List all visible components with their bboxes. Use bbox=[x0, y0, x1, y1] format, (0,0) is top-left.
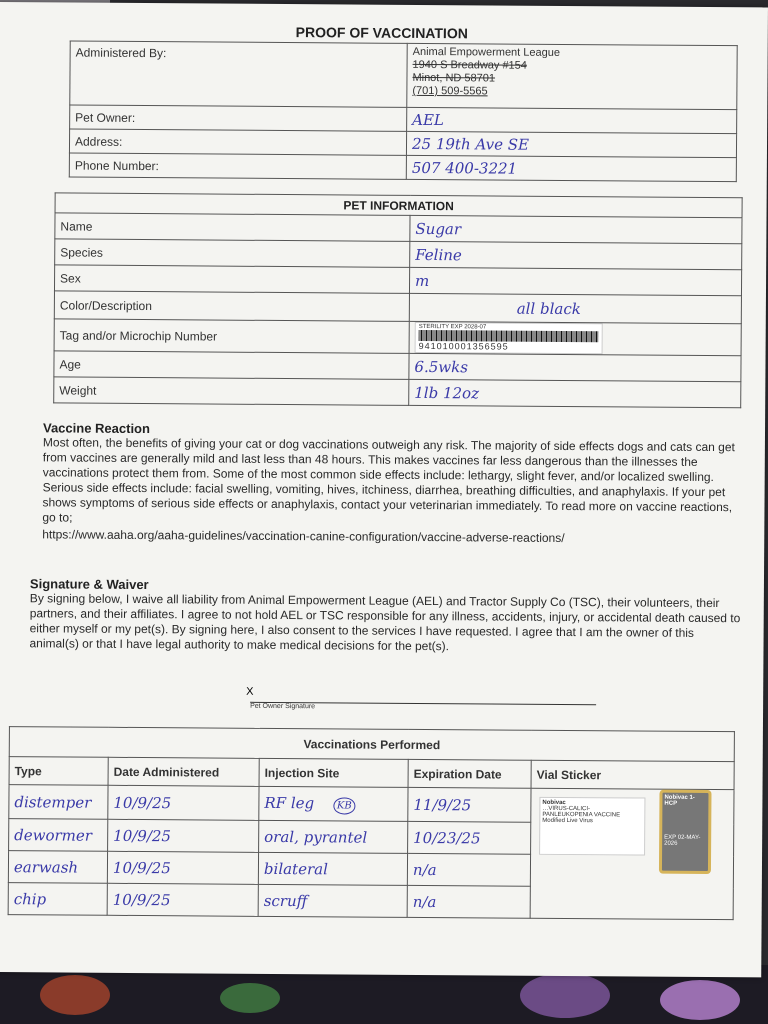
col-type: Type bbox=[9, 757, 108, 786]
sex-value: m bbox=[409, 267, 741, 295]
col-site: Injection Site bbox=[259, 758, 408, 787]
name-label: Name bbox=[55, 213, 410, 241]
address-label: Address: bbox=[69, 129, 406, 155]
col-vial-sticker: Vial Sticker bbox=[531, 760, 734, 789]
vaccine-reaction-link[interactable]: https://www.aaha.org/aaha-guidelines/vaccination-canine-configuration/vaccine-adverse-reactions/ bbox=[42, 527, 565, 545]
signature-x: X bbox=[246, 685, 254, 698]
row1-type: distemper bbox=[9, 785, 108, 820]
phone-number-value: 507 400-3221 bbox=[406, 155, 736, 181]
name-value: Sugar bbox=[410, 215, 742, 243]
col-expiration: Expiration Date bbox=[408, 759, 531, 788]
microchip-sticker-sterility: STERILITY EXP 2028-07 bbox=[418, 323, 487, 331]
vial-sticker-brand: Nobivac bbox=[542, 799, 566, 806]
row1-date: 10/9/25 bbox=[108, 785, 259, 820]
pet-owner-value: AEL bbox=[407, 107, 737, 133]
form-title: PROOF OF VACCINATION bbox=[295, 24, 468, 42]
row4-date: 10/9/25 bbox=[107, 883, 258, 916]
vial-label-brand: Nobivac 1-HCP bbox=[664, 794, 695, 807]
administrator-city: Minot, ND 58701 bbox=[412, 71, 496, 85]
species-label: Species bbox=[55, 239, 410, 267]
microchip-label: Tag and/or Microchip Number bbox=[54, 319, 409, 353]
vial-sticker-cell bbox=[530, 788, 734, 919]
weight-value: 1lb 12oz bbox=[409, 379, 741, 407]
row4-site: scruff bbox=[258, 884, 407, 917]
vial-sticker-nobivac bbox=[539, 797, 645, 856]
color-value: all black bbox=[409, 293, 741, 323]
table-row bbox=[9, 785, 734, 824]
signature-waiver-section bbox=[29, 576, 744, 656]
vaccine-reaction-section bbox=[42, 420, 743, 547]
weight-label: Weight bbox=[54, 377, 409, 405]
row2-site: oral, pyrantel bbox=[259, 820, 408, 853]
pet-owner-label: Pet Owner: bbox=[70, 105, 407, 131]
administrator-org: Animal Empowerment League bbox=[412, 45, 561, 59]
vaccinations-table bbox=[8, 726, 735, 920]
vaccinations-heading: Vaccinations Performed bbox=[9, 727, 734, 762]
row3-expiration: n/a bbox=[407, 853, 530, 886]
signature-label: Pet Owner Signature bbox=[250, 702, 596, 712]
pet-information-heading: PET INFORMATION bbox=[55, 193, 742, 218]
administered-by-label: Administered By: bbox=[70, 41, 407, 107]
signature-line[interactable] bbox=[246, 682, 596, 712]
waiver-body: By signing below, I waive all liability from Animal Empowerment League (AEL) and Tractor Supply Co (TSC), their volunteers, their partners, and their affiliates. I agree to not hold AEL or TSC responsible for any illness, accidents, injury, or accidental death caused to either myself or my pet(s). By signing here, I also consent to the services I have requested. I agree that I am the owner of this animal(s) or that I have legal authority to make medical decisions for the pet(s). bbox=[29, 591, 741, 654]
microchip-number: 941010001356595 bbox=[418, 340, 509, 352]
administrator-block bbox=[407, 43, 737, 109]
col-date: Date Administered bbox=[108, 757, 259, 786]
vial-sticker-line3: Modified Live Virus bbox=[542, 817, 593, 825]
vial-sticker-line2: PANLEUKOPENIA VACCINE bbox=[542, 811, 621, 819]
color-label: Color/Description bbox=[54, 291, 409, 321]
vial-label-1hcp bbox=[659, 790, 712, 874]
microchip-cell bbox=[409, 321, 741, 355]
row3-type: earwash bbox=[8, 851, 107, 884]
row2-date: 10/9/25 bbox=[108, 819, 259, 852]
row4-expiration: n/a bbox=[407, 885, 530, 918]
age-label: Age bbox=[54, 351, 409, 379]
pet-information-table bbox=[53, 192, 742, 408]
vial-sticker-line1: …VIRUS-CALICI- bbox=[542, 805, 591, 813]
initials-stamp: KB bbox=[333, 797, 356, 814]
administrator-phone: (701) 509-5565 bbox=[412, 84, 488, 98]
row1-site-text: RF leg bbox=[264, 793, 315, 812]
vial-label-exp: EXP 02-MAY-2026 bbox=[664, 834, 701, 847]
row2-expiration: 10/23/25 bbox=[408, 821, 531, 854]
row2-type: dewormer bbox=[9, 819, 108, 852]
vaccine-reaction-heading: Vaccine Reaction bbox=[42, 420, 151, 437]
address-value: 25 19th Ave SE bbox=[406, 131, 736, 157]
row4-type: chip bbox=[8, 883, 107, 916]
vaccine-reaction-body: Most often, the benefits of giving your cat or dog vaccinations outweigh any risk. The majority of side effects dogs and cats can get from vaccines are generally mild and last less than 48 hours. This makes vaccines far less dangerous than the illnesses the vaccinations protect them from. Some of the most common side effects include: lethargy, slight fever, and/or localized swelling. Serious side effects include: facial swelling, vomiting, hives, itchiness, diarrhea, breathing difficulties, and anaphylaxis. If your pet shows symptoms of serious side effects or anaphylaxis, contact your veterinarian immediately. To read more on vaccine reactions, go to; bbox=[42, 435, 735, 525]
owner-table bbox=[69, 41, 738, 183]
vaccination-form bbox=[0, 2, 768, 977]
age-value: 6.5wks bbox=[409, 353, 741, 381]
sex-label: Sex bbox=[54, 265, 409, 293]
species-value: Feline bbox=[410, 241, 742, 269]
row3-date: 10/9/25 bbox=[107, 851, 258, 884]
microchip-sticker bbox=[415, 322, 603, 354]
row1-expiration: 11/9/25 bbox=[408, 787, 531, 822]
row3-site: bilateral bbox=[258, 852, 407, 885]
administrator-street: 1940 S Breadway #154 bbox=[412, 58, 527, 72]
waiver-heading: Signature & Waiver bbox=[29, 576, 149, 593]
row1-site bbox=[259, 786, 408, 821]
phone-number-label: Phone Number: bbox=[69, 153, 406, 179]
